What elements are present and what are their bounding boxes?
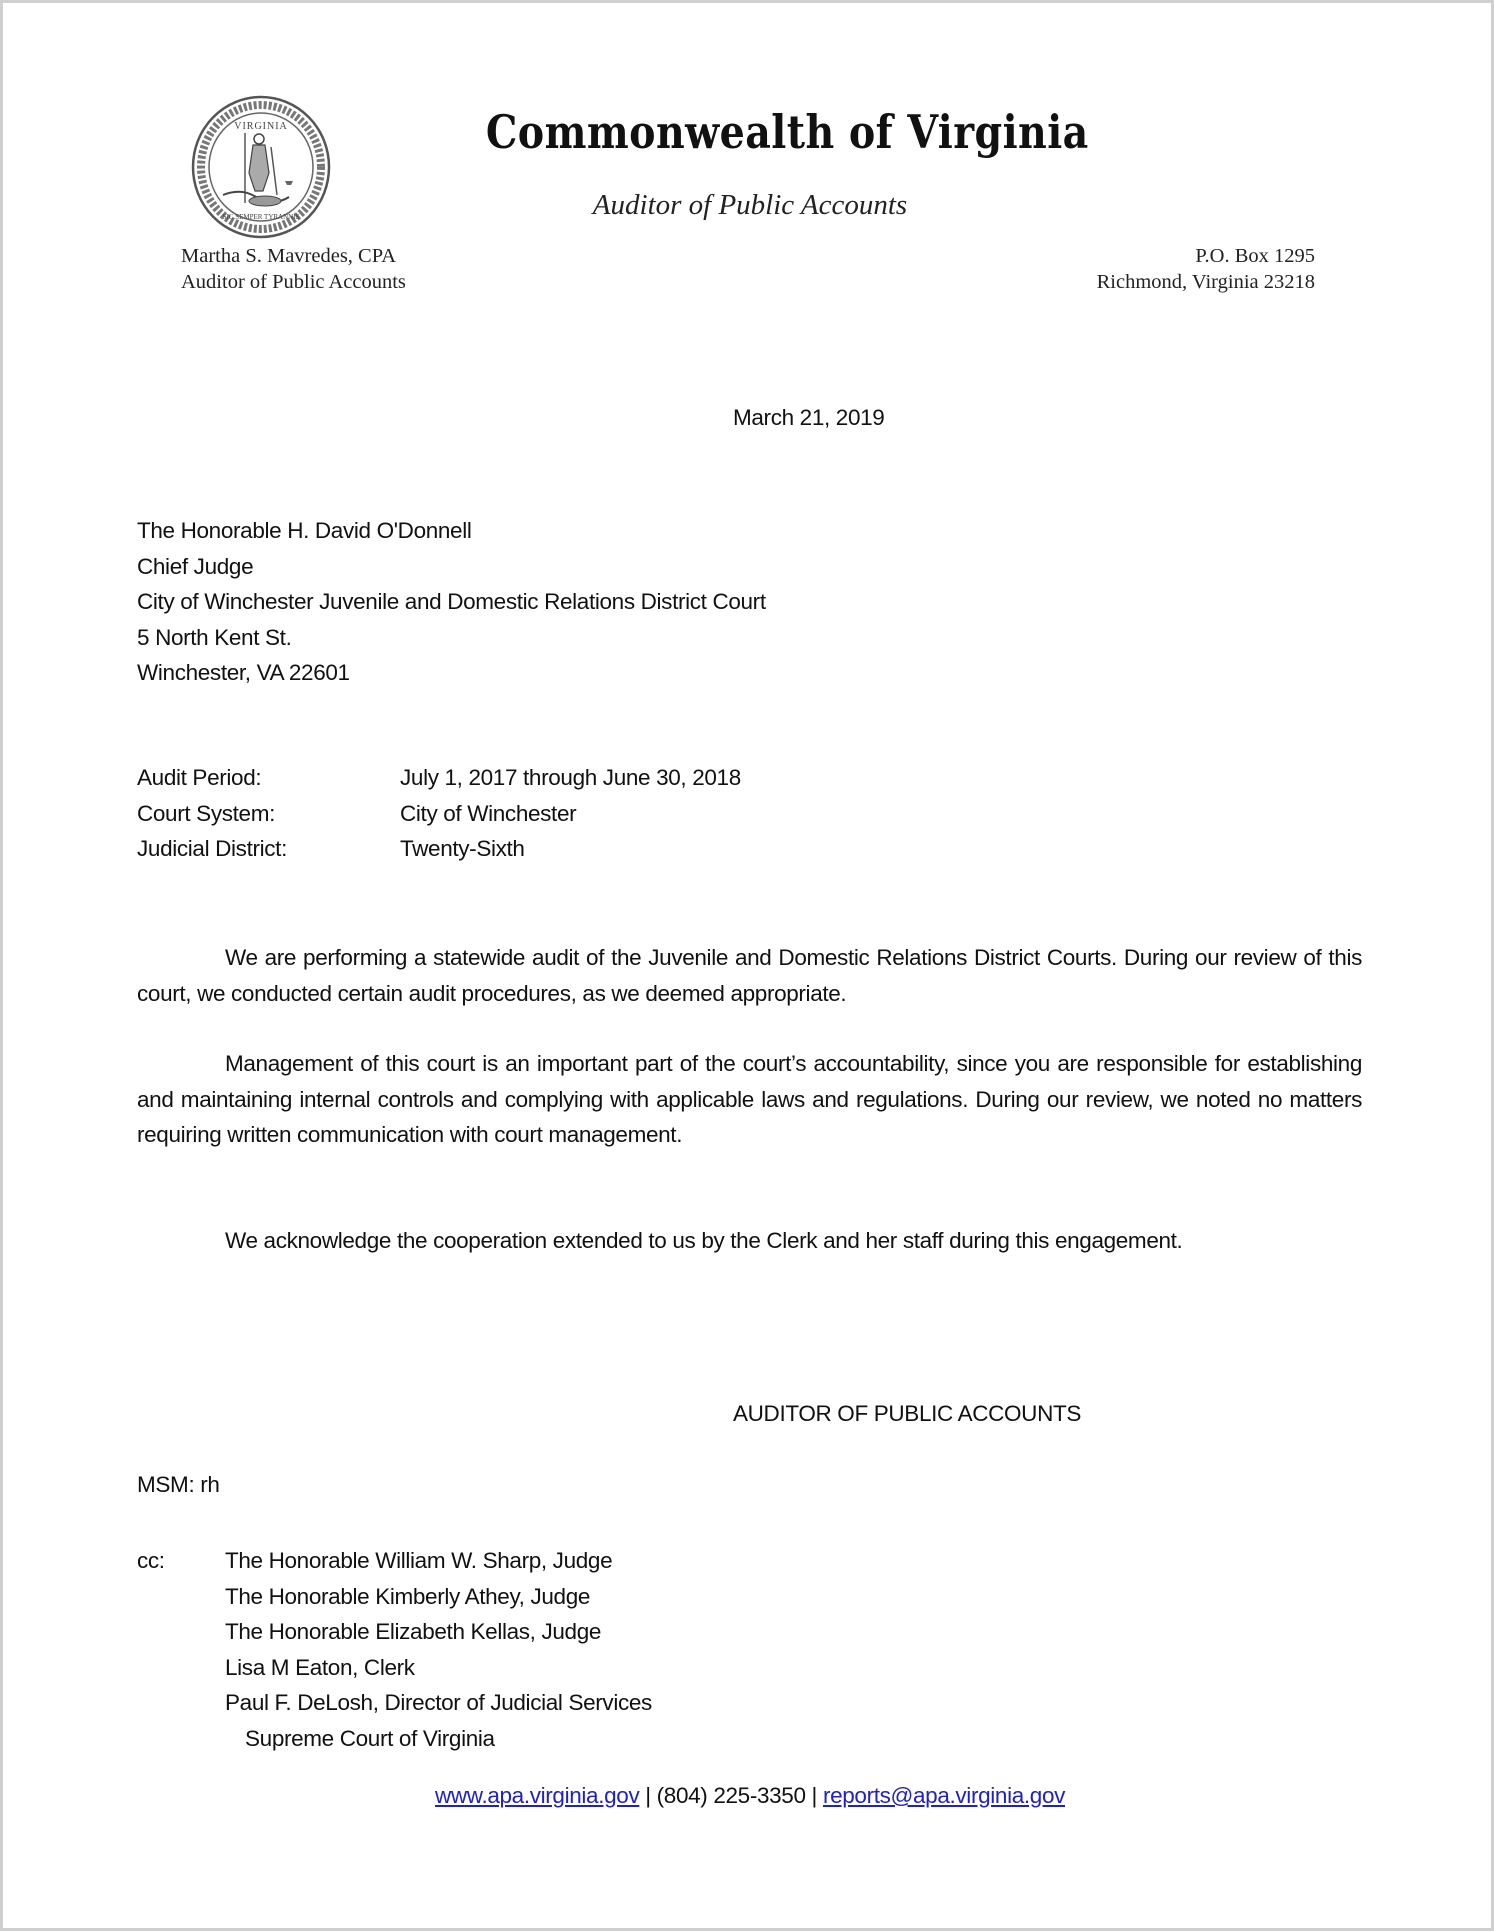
- audit-info-label: Audit Period:: [137, 765, 262, 790]
- phone-number: (804) 225-3350: [656, 1783, 806, 1808]
- signature-block: AUDITOR OF PUBLIC ACCOUNTS: [733, 1401, 1082, 1426]
- recipient-street: 5 North Kent St.: [137, 624, 292, 650]
- cc-recipient: The Honorable Kimberly Athey, Judge: [225, 1583, 591, 1609]
- cc-recipient: Paul F. DeLosh, Director of Judicial Services: [225, 1690, 652, 1716]
- recipient-court: City of Winchester Juvenile and Domestic Relations District Court: [137, 589, 766, 615]
- reference-initials: MSM: rh: [137, 1472, 220, 1497]
- cc-recipients: [225, 1543, 652, 1757]
- footer-separator: |: [805, 1783, 823, 1808]
- virginia-state-seal-icon: [189, 95, 333, 239]
- auditor-name-block: [181, 243, 406, 295]
- letterhead-title: Commonwealth of Virginia: [485, 105, 1089, 159]
- recipient-address: [137, 513, 766, 691]
- audit-info-label: Court System:: [137, 800, 275, 826]
- audit-info-value: Twenty-Sixth: [400, 836, 525, 862]
- email-link[interactable]: reports@apa.virginia.gov: [822, 1783, 1066, 1808]
- audit-info-row: [137, 760, 741, 796]
- svg-text:SIC SEMPER TYRANNIS: SIC SEMPER TYRANNIS: [222, 213, 300, 221]
- letter-date: March 21, 2019: [733, 405, 885, 430]
- svg-text:VIRGINIA: VIRGINIA: [234, 121, 288, 132]
- cc-recipient: The Honorable William W. Sharp, Judge: [225, 1548, 613, 1573]
- audit-info-label: Judicial District:: [137, 836, 287, 862]
- recipient-name: The Honorable H. David O'Donnell: [137, 518, 472, 543]
- cc-recipient-affiliation: Supreme Court of Virginia: [245, 1725, 495, 1751]
- letterhead-subtitle: Auditor of Public Accounts: [592, 189, 908, 221]
- recipient-city: Winchester, VA 22601: [137, 660, 350, 686]
- body-paragraph: We are performing a statewide audit of the Juvenile and Domestic Relations District Courts. During our review of this court, we conducted certain audit procedures, as we deemed appropriate.: [137, 945, 1362, 1006]
- auditor-name: Martha S. Mavredes, CPA: [181, 245, 397, 267]
- body-paragraph: We acknowledge the cooperation extended to us by the Clerk and her staff during this engagement.: [225, 1228, 1183, 1253]
- mailing-address-block: [1097, 243, 1315, 295]
- body-paragraph: Management of this court is an important part of the court’s accountability, since you are responsible for establishing and maintaining internal controls and complying with applicable laws and regulations. During our review, we noted no matters requiring written communication with court management.: [137, 1051, 1362, 1148]
- po-box: P.O. Box 1295: [1195, 245, 1315, 267]
- audit-info-value: July 1, 2017 through June 30, 2018: [400, 765, 741, 790]
- audit-info-value: City of Winchester: [400, 800, 577, 826]
- audit-info: [137, 760, 741, 867]
- recipient-title: Chief Judge: [137, 553, 254, 579]
- footer-contact: [3, 1783, 1494, 1809]
- audit-info-row: [137, 831, 741, 867]
- cc-label: cc:: [137, 1548, 165, 1573]
- city-state-zip: Richmond, Virginia 23218: [1096, 271, 1315, 293]
- audit-info-row: [137, 796, 741, 832]
- website-link[interactable]: www.apa.virginia.gov: [434, 1783, 640, 1808]
- cc-recipient: The Honorable Elizabeth Kellas, Judge: [225, 1619, 602, 1645]
- auditor-title: Auditor of Public Accounts: [181, 271, 406, 293]
- cc-recipient: Lisa M Eaton, Clerk: [225, 1654, 415, 1680]
- footer-separator: |: [639, 1783, 657, 1808]
